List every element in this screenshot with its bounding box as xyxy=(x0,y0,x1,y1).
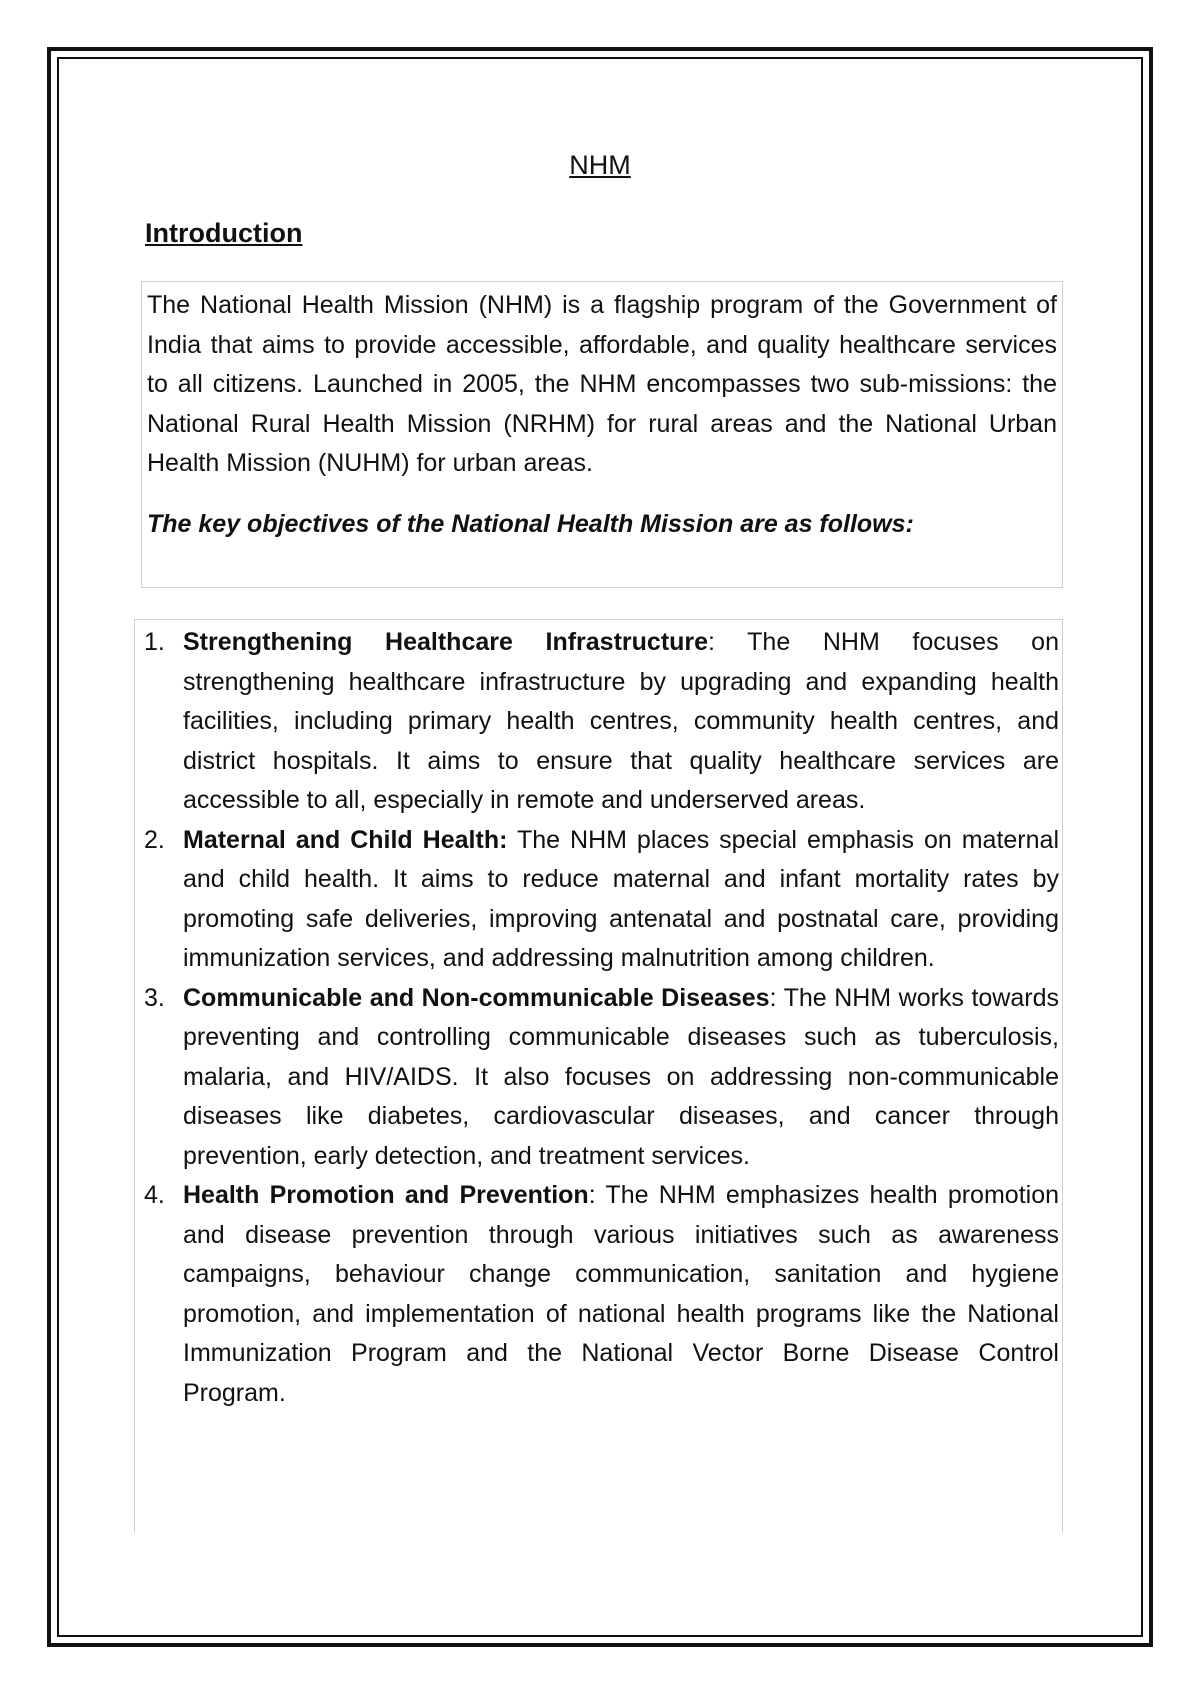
list-item-body: The NHM places special emphasis on maternal and child health. It aims to reduce maternal and infant mortality rates by promoting safe deliveries, improving antenatal and postnatal care, providing immunization services, and addressing malnutrition among children. xyxy=(183,825,1059,972)
introduction-heading: Introduction xyxy=(145,218,303,248)
list-item-title: Strengthening Healthcare Infrastructure xyxy=(183,628,709,656)
list-item xyxy=(135,979,1059,1177)
list-item-title: Maternal and Child Health: xyxy=(183,825,508,854)
list-item xyxy=(135,1176,1059,1413)
list-item-title: Health Promotion and Prevention xyxy=(183,1181,589,1209)
list-item-number: 2. xyxy=(144,825,165,854)
document-title: NHM xyxy=(569,150,631,180)
list-item-separator: : xyxy=(708,628,715,656)
objectives-list xyxy=(134,619,1063,1532)
list-item-body: The NHM emphasizes health promotion and disease prevention through various initiatives such as awareness campaigns, behaviour change communication, sanitation and hygiene promotion, and implementation of national health programs like the National Immunization Program and the National Vector Borne Disease Control Program. xyxy=(183,1181,1059,1407)
list-item-number: 4. xyxy=(144,1181,165,1209)
list-item-number: 3. xyxy=(144,983,165,1012)
list-item-body: The NHM focuses on strengthening healthcare infrastructure by upgrading and expanding health facilities, including primary health centres, community health centres, and district hospitals. It aims to ensure that quality healthcare services are accessible to all, especially in remote and underserved areas. xyxy=(183,628,1059,814)
introduction-box xyxy=(141,281,1063,588)
list-item-separator: : xyxy=(588,1181,596,1209)
objectives-heading: The key objectives of the National Health Mission are as follows: xyxy=(147,509,914,538)
list-item-body: The NHM works towards preventing and controlling communicable diseases such as tuberculosis, malaria, and HIV/AIDS. It also focuses on addressing non-communicable diseases like diabetes, cardiovascular diseases, and cancer through prevention, early detection, and treatment services. xyxy=(183,983,1059,1170)
list-item-number: 1. xyxy=(144,628,165,656)
list-item xyxy=(135,623,1059,821)
introduction-paragraph: The National Health Mission (NHM) is a flagship program of the Government of India that aims to provide accessible, affordable, and quality healthcare services to all citizens. Launched in 2005, the NHM encompasses two sub-missions: the National Rural Health Mission (NRHM) for rural areas and the National Urban Health Mission (NUHM) for urban areas. xyxy=(147,291,1057,477)
list-item-title: Communicable and Non-communicable Diseases xyxy=(183,983,770,1012)
list-item xyxy=(135,821,1059,979)
list-item-separator: : xyxy=(769,983,777,1012)
